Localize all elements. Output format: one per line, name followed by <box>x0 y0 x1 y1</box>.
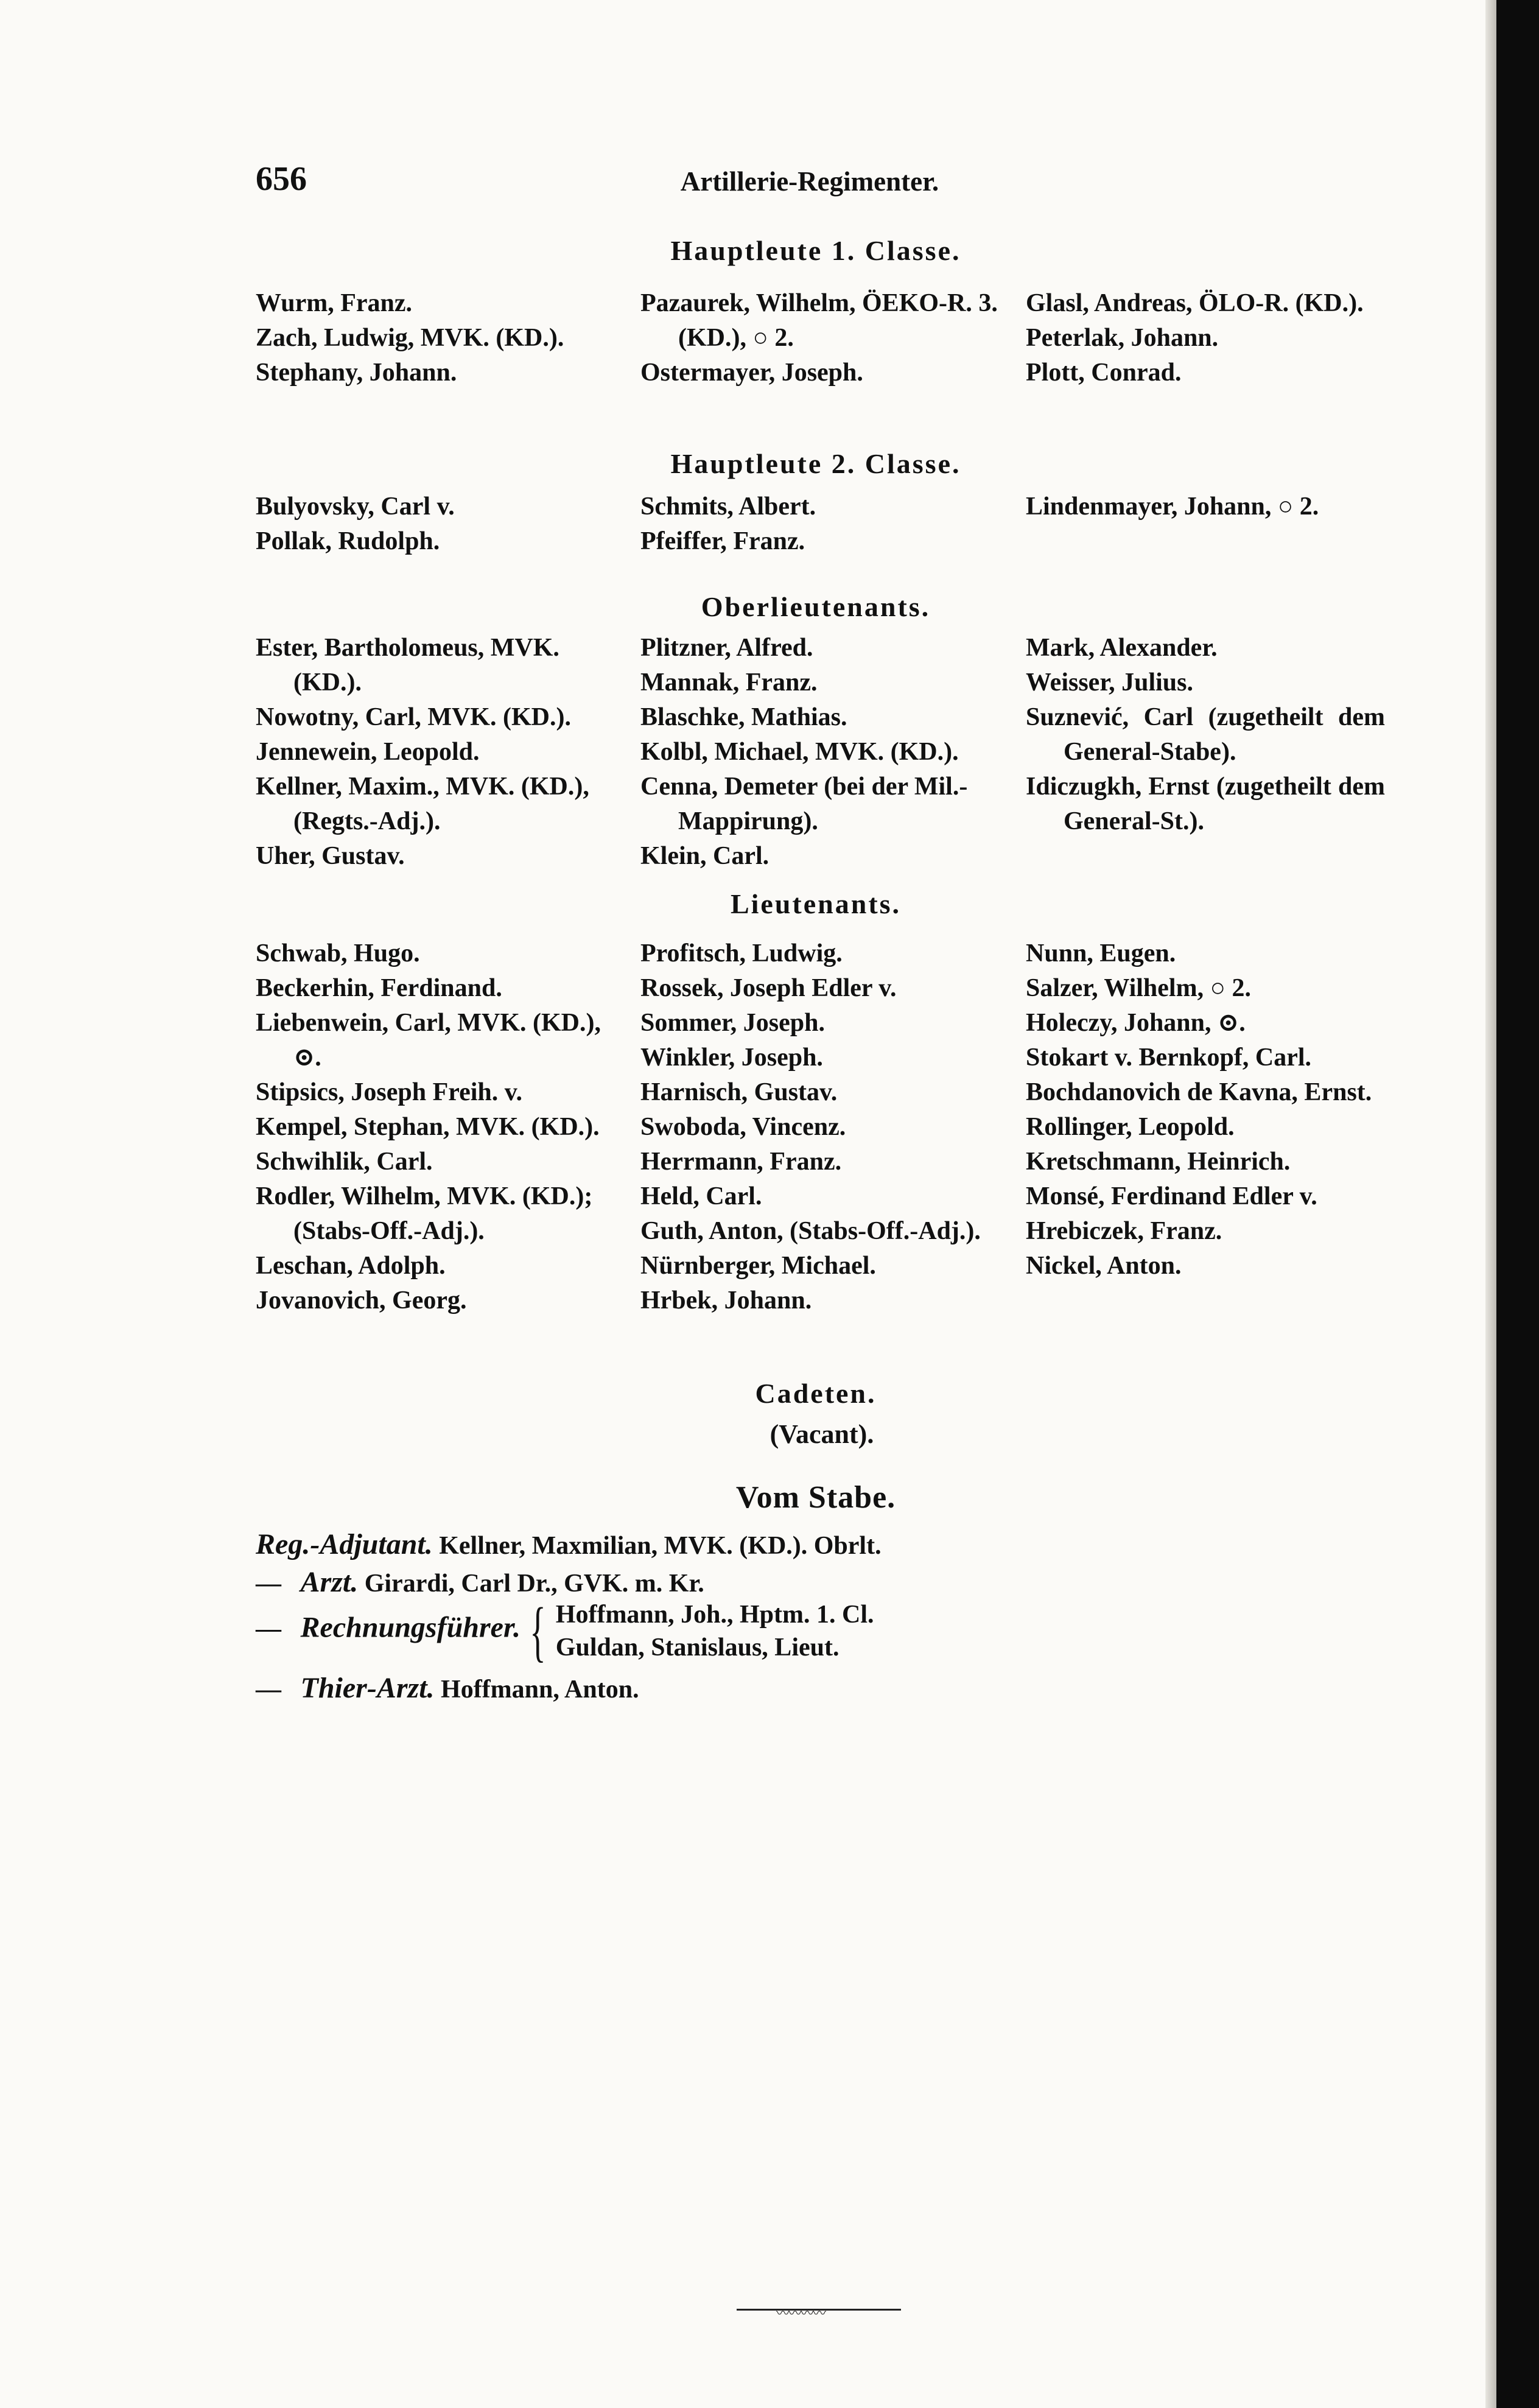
heading-vom-stabe: Vom Stabe. <box>735 1480 896 1515</box>
list-item: Wurm, Franz. <box>256 289 413 317</box>
end-rule-ornament: 〰〰〰〰 <box>776 2306 826 2321</box>
page-edge-shadow <box>1485 0 1496 2408</box>
stab-rechnung-2: Guldan, Stanislaus, Lieut. <box>555 1634 840 1662</box>
list-item: Bulyovsky, Carl v. <box>256 493 455 521</box>
list-item: Suznević, Carl (zugetheilt dem General-Stabe). <box>1026 703 1385 766</box>
list-item: Guth, Anton, (Stabs-Off.-Adj.). <box>640 1217 981 1245</box>
list-item: Peterlak, Johann. <box>1026 324 1219 352</box>
list-item: Harnisch, Gustav. <box>640 1078 838 1106</box>
list-item: Jovanovich, Georg. <box>256 1286 467 1315</box>
list-item: Mark, Alexander. <box>1026 634 1218 662</box>
list-item: Rollinger, Leopold. <box>1026 1113 1235 1141</box>
list-item: Rossek, Joseph Edler v. <box>640 974 897 1002</box>
list-item: Ester, Bartholomeus, MVK. (KD.). <box>256 634 559 697</box>
list-item: Kellner, Maxim., MVK. (KD.), (Regts.-Adj.). <box>256 773 589 835</box>
stab-rechnung-role: Rechnungsführer. <box>300 1611 521 1644</box>
list-item: Kretschmann, Heinrich. <box>1026 1148 1291 1176</box>
heading-hauptleute-2: Hauptleute 2. Classe. <box>670 448 961 479</box>
list-item: Kolbl, Michael, MVK. (KD.). <box>640 738 959 766</box>
list-item: Plitzner, Alfred. <box>640 634 813 662</box>
list-item: Glasl, Andreas, ÖLO-R. (KD.). <box>1026 289 1364 317</box>
list-item: Schwab, Hugo. <box>256 939 420 967</box>
list-item: Mannak, Franz. <box>640 669 818 697</box>
list-item: Leschan, Adolph. <box>256 1252 446 1280</box>
running-head: Artillerie-Regimenter. <box>680 166 939 197</box>
brace-icon: { <box>530 1594 547 1668</box>
list-item: Swoboda, Vincenz. <box>640 1113 846 1141</box>
stab-adjutant-text: Kellner, Maxmilian, MVK. (KD.). Obrlt. <box>439 1532 882 1560</box>
list-item: Nürnberger, Michael. <box>640 1252 876 1280</box>
list-item: Jennewein, Leopold. <box>256 738 480 766</box>
stab-adjutant-role: Reg.-Adjutant. <box>256 1528 433 1560</box>
hauptleute2-col2 <box>640 490 1000 559</box>
stab-adjutant-line <box>256 1527 882 1564</box>
list-item: Monsé, Ferdinand Edler v. <box>1026 1182 1317 1210</box>
stab-thierarzt-role: Thier-Arzt. <box>300 1672 435 1704</box>
lieutenants-col1 <box>256 936 621 1318</box>
oberlieutenants-col3 <box>1026 631 1385 839</box>
stab-rechnung-list <box>556 1598 874 1664</box>
list-item: Sommer, Joseph. <box>640 1009 825 1037</box>
dash: — <box>256 1676 281 1704</box>
list-item: Nickel, Anton. <box>1026 1252 1182 1280</box>
list-item: Blaschke, Mathias. <box>640 703 847 731</box>
scan-border <box>1496 0 1539 2408</box>
list-item: Kempel, Stephan, MVK. (KD.). <box>256 1113 600 1141</box>
list-item: Holeczy, Johann, ⊙. <box>1026 1009 1246 1037</box>
list-item: Idiczugkh, Ernst (zugetheilt dem General-St.). <box>1026 773 1385 835</box>
dash: — <box>256 1570 281 1598</box>
list-item: Lindenmayer, Johann, ○ 2. <box>1026 493 1319 521</box>
list-item: Stipsics, Joseph Freih. v. <box>256 1078 522 1106</box>
list-item: Zach, Ludwig, MVK. (KD.). <box>256 324 564 352</box>
page-number: 656 <box>256 160 307 198</box>
list-item: Bochdanovich de Kavna, Ernst. <box>1026 1078 1372 1106</box>
list-item: Liebenwein, Carl, MVK. (KD.), ⊙. <box>256 1009 601 1072</box>
hauptleute2-col3 <box>1026 490 1385 524</box>
stab-arzt-role: Arzt. <box>300 1566 359 1598</box>
list-item: Herrmann, Franz. <box>640 1148 842 1176</box>
stab-arzt-line <box>256 1565 704 1601</box>
oberlieutenants-col1 <box>256 631 621 874</box>
list-item: Cenna, Demeter (bei der Mil.-Mappirung). <box>640 773 968 835</box>
list-item: Schwihlik, Carl. <box>256 1148 433 1176</box>
list-item: Ostermayer, Joseph. <box>640 359 863 387</box>
list-item: Beckerhin, Ferdinand. <box>256 974 502 1002</box>
cadeten-note: (Vacant). <box>770 1419 874 1449</box>
hauptleute1-col1 <box>256 286 621 390</box>
list-item: Profitsch, Ludwig. <box>640 939 843 967</box>
oberlieutenants-col2 <box>640 631 1000 874</box>
list-item: Hrebiczek, Franz. <box>1026 1217 1222 1245</box>
list-item: Winkler, Joseph. <box>640 1044 823 1072</box>
list-item: Stokart v. Bernkopf, Carl. <box>1026 1044 1312 1072</box>
list-item: Nunn, Eugen. <box>1026 939 1176 967</box>
stab-rechnung-line <box>256 1594 874 1668</box>
list-item: Pfeiffer, Franz. <box>640 527 805 555</box>
heading-cadeten: Cadeten. <box>755 1378 877 1409</box>
stab-rechnung-1: Hoffmann, Joh., Hptm. 1. Cl. <box>555 1601 874 1629</box>
heading-oberlieutenants: Oberlieutenants. <box>701 591 931 622</box>
list-item: Klein, Carl. <box>640 842 770 870</box>
list-item: Pazaurek, Wilhelm, ÖEKO-R. 3. (KD.), ○ 2. <box>640 289 998 352</box>
list-item: Nowotny, Carl, MVK. (KD.). <box>256 703 571 731</box>
list-item: Stephany, Johann. <box>256 359 457 387</box>
list-item: Salzer, Wilhelm, ○ 2. <box>1026 974 1251 1002</box>
dash: — <box>256 1615 281 1643</box>
hauptleute1-col3 <box>1026 286 1385 390</box>
lieutenants-col2 <box>640 936 1000 1318</box>
stab-arzt-text: Girardi, Carl Dr., GVK. m. Kr. <box>364 1570 704 1598</box>
list-item: Pollak, Rudolph. <box>256 527 440 555</box>
stab-thierarzt-text: Hoffmann, Anton. <box>441 1676 639 1704</box>
list-item: Rodler, Wilhelm, MVK. (KD.); (Stabs-Off.-Adj.). <box>256 1182 593 1245</box>
list-item: Uher, Gustav. <box>256 842 405 870</box>
hauptleute1-col2 <box>640 286 1000 390</box>
list-item: Held, Carl. <box>640 1182 762 1210</box>
list-item: Schmits, Albert. <box>640 493 816 521</box>
heading-lieutenants: Lieutenants. <box>730 888 902 919</box>
hauptleute2-col1 <box>256 490 621 559</box>
heading-hauptleute-1: Hauptleute 1. Classe. <box>670 235 961 266</box>
list-item: Weisser, Julius. <box>1026 669 1194 697</box>
list-item: Plott, Conrad. <box>1026 359 1182 387</box>
lieutenants-col3 <box>1026 936 1385 1283</box>
list-item: Hrbek, Johann. <box>640 1286 812 1315</box>
stab-thierarzt-line <box>256 1671 639 1707</box>
